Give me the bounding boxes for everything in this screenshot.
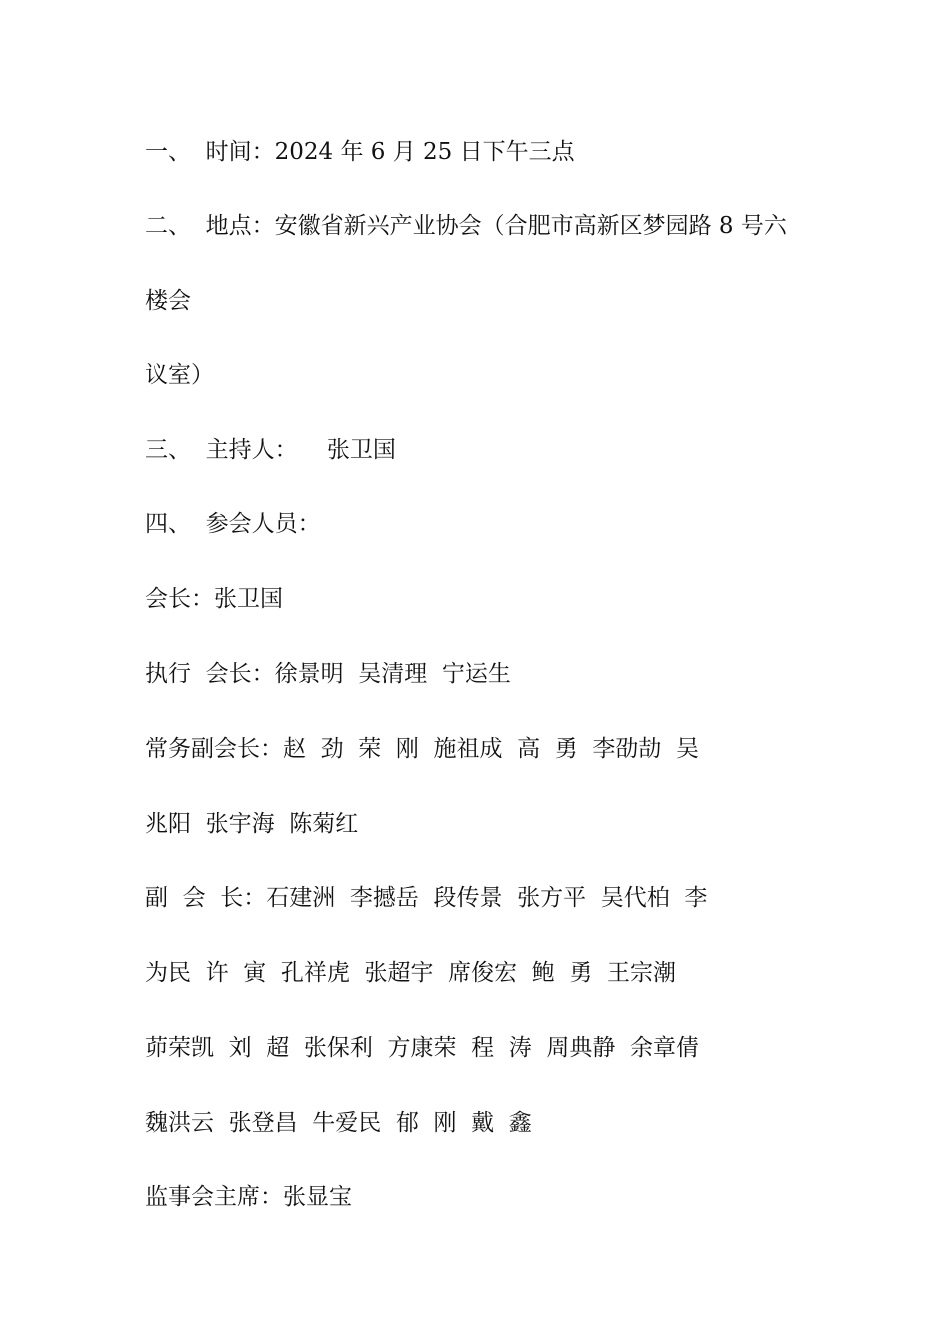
attendees-heading: 四、 参会人员： [145,511,321,537]
meeting-location-line: 二、 地点：安徽省新兴产业协会（合肥市高新区梦园路 8 号六 [145,213,787,239]
host-line: 三、 主持人： 张卫国 [145,437,396,463]
executive-president-line: 执行 会长：徐景明 吴清理 宁运生 [145,661,511,687]
vice-president-line-cont-3: 魏洪云 张登昌 牛爱民 郁 刚 戴 鑫 [145,1110,532,1136]
vice-president-line-cont-1: 为民 许 寅 孔祥虎 张超宇 席俊宏 鲍 勇 王宗潮 [145,960,676,986]
supervisory-chair-line: 监事会主席：张显宝 [145,1184,352,1210]
standing-vice-president-line: 常务副会长：赵 劲 荣 刚 施祖成 高 勇 李劭劼 吴 [145,736,699,762]
vice-president-line-cont-2: 茆荣凯 刘 超 张保利 方康荣 程 涛 周典静 余章倩 [145,1035,699,1061]
vice-president-line: 副 会 长：石建洲 李撼岳 段传景 张方平 吴代柏 李 [145,885,708,911]
meeting-location-line-cont-1: 楼会 [145,288,191,314]
meeting-time-line: 一、 时间：2024 年 6 月 25 日下午三点 [145,139,575,165]
president-line: 会长：张卫国 [145,586,283,612]
meeting-location-line-cont-2: 议室） [145,362,214,388]
standing-vice-president-line-cont: 兆阳 张宇海 陈菊红 [145,811,359,837]
